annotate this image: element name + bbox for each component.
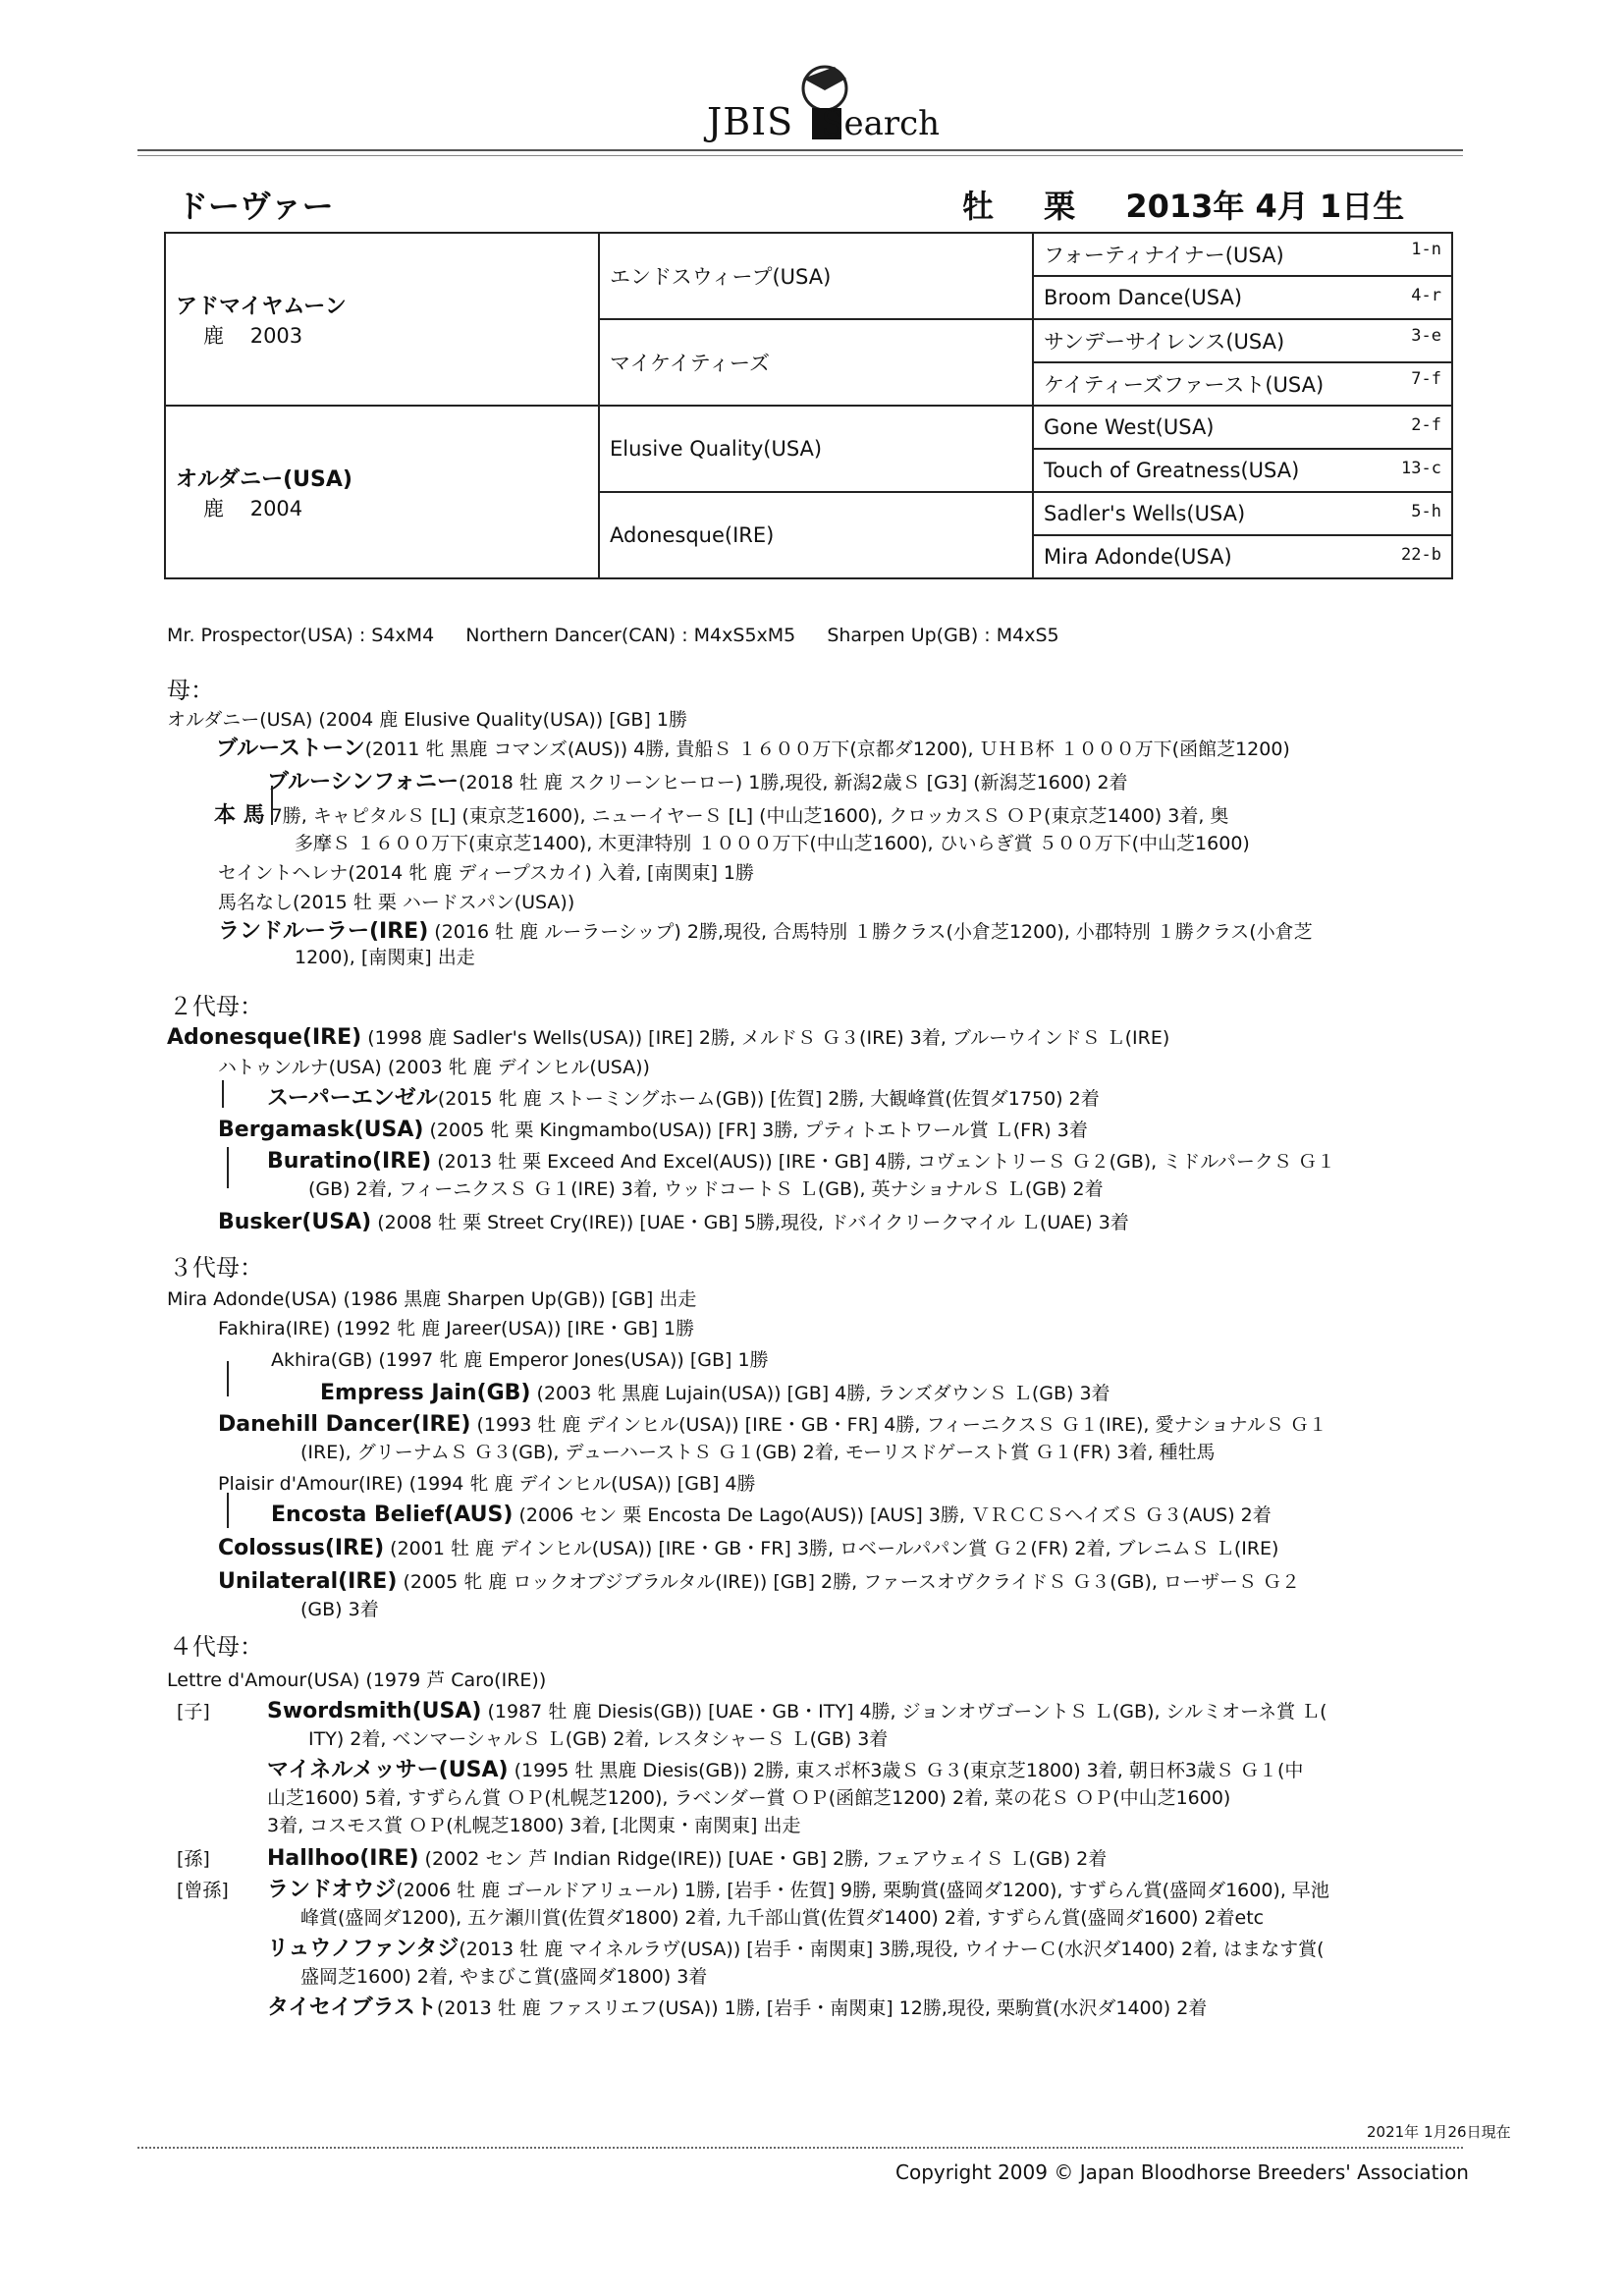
record-line [214, 803, 1228, 829]
record-line [167, 1025, 1169, 1051]
horse-name-bold: ランドルーラー(IRE) [218, 919, 429, 944]
record-line [300, 1597, 379, 1622]
logo-jbis: JBIS [707, 100, 794, 143]
record-line [271, 1503, 1272, 1528]
pedigree-dam-sire: Elusive Quality(USA) [599, 406, 1033, 492]
record-text: (2006 セン 栗 Encosta De Lago(AUS)) [AUS] 3勝, ＶＲＣＣＳヘイズＳ Ｇ３(AUS) 2着 [513, 1504, 1272, 1526]
section-heading [169, 994, 263, 1019]
record-text: ３代母： [169, 1254, 263, 1282]
pedigree-dam-dam: Adonesque(IRE) [599, 492, 1033, 578]
record-text: (2013 牡 鹿 マイネルラヴ(USA)) [岩手・南関東] 3勝,現役, ウイナーＣ(水沢ダ1400) 2着, はまなす賞( [459, 1939, 1325, 1960]
pedigree-table [164, 232, 1453, 579]
record-line [267, 1785, 1230, 1811]
record-text: Fakhira(IRE) (1992 牝 鹿 Jareer(USA)) [IRE・GB] 1勝 [218, 1318, 695, 1339]
header-rule [137, 149, 1463, 151]
inbreeding-3: Sharpen Up(GB) : M4xS5 [827, 625, 1059, 646]
record-line [218, 1210, 1129, 1235]
lineage-connector [227, 1493, 229, 1528]
horse-name-bold: Busker(USA) [218, 1210, 372, 1234]
record-line [320, 1381, 1110, 1406]
horse-name-bold: Danehill Dancer(IRE) [218, 1412, 471, 1437]
pedigree-gen3-7: Sadler's Wells(USA) 5-h [1033, 492, 1452, 535]
pedigree-gen3-2: Broom Dance(USA) 4-r [1033, 276, 1452, 319]
record-text: (IRE), グリーナムＳ Ｇ３(GB), デューハーストＳ Ｇ１(GB) 2着, モーリスドゲースト賞 Ｇ１(FR) 3着, 種牡馬 [300, 1442, 1216, 1463]
record-text: Plaisir d'Amour(IRE) (1994 牝 鹿 デインヒル(USA)) [GB] 4勝 [218, 1473, 756, 1495]
lineage-connector [227, 1147, 229, 1188]
record-line [308, 1726, 888, 1752]
horse-name-bold: Bergamask(USA) [218, 1118, 424, 1142]
record-text: (1987 牡 鹿 Diesis(GB)) [UAE・GB・ITY] 4勝, ジョンオヴゴーントＳ Ｌ(GB), シルミオーネ賞 Ｌ( [481, 1701, 1327, 1722]
pedigree-gen3-1: フォーティナイナー(USA) 1-n [1033, 233, 1452, 276]
pedigree-gen3-3: サンデーサイレンス(USA) 3-e [1033, 319, 1452, 362]
record-text: (2005 牝 鹿 ロックオブジブラルタル(IRE)) [GB] 2勝, ファースオヴクライドＳ Ｇ３(GB), ローザーＳ Ｇ２ [397, 1571, 1301, 1593]
jbis-search-logo [687, 59, 943, 147]
record-line [167, 1667, 546, 1693]
record-line [267, 1086, 1100, 1112]
record-text: ハトゥンルナ(USA) (2003 牝 鹿 デインヒル(USA)) [218, 1057, 650, 1078]
as-of-date: 2021年 1月26日現在 [1367, 2123, 1511, 2141]
record-line [267, 1149, 1335, 1175]
record-text: 多摩Ｓ １６００万下(東京芝1400), 木更津特別 １０００万下(中山芝1600), ひいらぎ賞 ５００万下(中山芝1600) [295, 833, 1250, 854]
record-line [177, 1699, 1327, 1724]
pedigree-gen3-4: ケイティーズファースト(USA) 7-f [1033, 362, 1452, 406]
horse-name-bold: マイネルメッサー(USA) [267, 1758, 509, 1782]
pedigree-sire [165, 233, 599, 406]
horse-sex: 牡 [962, 188, 995, 225]
record-line [271, 1347, 769, 1373]
horse-name-bold: タイセイブラスト [267, 1995, 437, 2020]
record-text: (2015 牝 鹿 ストーミングホーム(GB)) [佐賀] 2勝, 大観峰賞(佐賀ダ1750) 2着 [437, 1088, 1100, 1110]
record-text: Lettre d'Amour(USA) (1979 芦 Caro(IRE)) [167, 1669, 547, 1691]
horse-name-bold: スーパーエンゼル [267, 1086, 438, 1111]
record-text: 母： [167, 677, 214, 704]
record-text: (2008 牡 栗 Street Cry(IRE)) [UAE・GB] 5勝,現役, ドバイクリークマイル Ｌ(UAE) 3着 [371, 1212, 1129, 1233]
header-rule-thin [137, 155, 1463, 156]
relation-prefix: [孫] [177, 1848, 210, 1870]
horse-name-bold: ランドオウジ [267, 1878, 397, 1902]
record-line [267, 770, 1128, 795]
record-line [300, 1964, 707, 1990]
pedigree-gen3-8: Mira Adonde(USA) 22-b [1033, 535, 1452, 578]
dam-year: 2004 [249, 496, 303, 520]
record-line [218, 1055, 650, 1080]
lineage-connector [222, 1080, 224, 1108]
horse-info [962, 182, 1443, 227]
record-text: (2013 牡 鹿 ファスリエフ(USA)) 1勝, [岩手・南関東] 12勝,現役, 栗駒賞(水沢ダ1400) 2着 [436, 1997, 1208, 2019]
record-text: ２代母： [169, 993, 263, 1020]
record-text: 1200), [南関東] 出走 [295, 947, 475, 968]
logo-search: Search [821, 104, 941, 143]
pedigree-gen3-6: Touch of Greatness(USA) 13-c [1033, 449, 1452, 492]
record-line [167, 1286, 696, 1312]
record-line [218, 919, 1313, 945]
horse-name-bold: リュウノファンタジ [267, 1937, 460, 1961]
pedigree-dam [165, 406, 599, 578]
horse-name-bold: Empress Jain(GB) [320, 1381, 531, 1405]
record-line [295, 831, 1250, 856]
record-line [218, 1316, 694, 1341]
record-line [267, 1758, 1303, 1783]
record-text: (2011 牝 黒鹿 コマンズ(AUS)) 4勝, 貴船Ｓ １６００万下(京都ダ1200), ＵＨＢ杯 １０００万下(函館芝1200) [364, 738, 1290, 760]
record-line [218, 1569, 1300, 1595]
horse-color: 栗 [1044, 188, 1076, 225]
footer-rule [137, 2147, 1463, 2149]
lineage-connector [271, 786, 273, 825]
record-text: セイントヘレナ(2014 牝 鹿 ディープスカイ) 入着, [南関東] 1勝 [218, 862, 755, 884]
lineage-connector [227, 1361, 229, 1396]
horse-birth: 2013年 4月 1日生 [1125, 188, 1405, 225]
record-text: Mira Adonde(USA) (1986 黒鹿 Sharpen Up(GB)) [GB] 出走 [167, 1288, 697, 1310]
record-text: (1995 牡 黒鹿 Diesis(GB)) 2勝, 東スポ杯3歳Ｓ Ｇ３(東京芝1800) 3着, 朝日杯3歳Ｓ Ｇ１(中 [508, 1760, 1304, 1781]
horse-name-bold: Hallhoo(IRE) [267, 1846, 419, 1871]
horse-name-bold: Swordsmith(USA) [267, 1699, 482, 1723]
record-text: 馬名なし(2015 牡 栗 ハードスパン(USA)) [218, 892, 575, 913]
horse-name-bold: Adonesque(IRE) [167, 1025, 362, 1050]
record-text: (GB) 2着, フィーニクスＳ Ｇ１(IRE) 3着, ウッドコートＳ Ｌ(GB), 英ナショナルＳ Ｌ(GB) 2着 [308, 1178, 1104, 1200]
horse-name-bold: ブルーシンフォニー [267, 770, 460, 794]
horse-name: ドーヴァー [177, 188, 334, 225]
horse-name-bold: Unilateral(IRE) [218, 1569, 398, 1594]
record-text: 3着, コスモス賞 ＯＰ(札幌芝1800) 3着, [北関東・南関東] 出走 [267, 1815, 801, 1836]
record-text: (2006 牡 鹿 ゴールドアリュール) 1勝, [岩手・佐賀] 9勝, 栗駒賞(盛岡ダ1200), すずらん賞(盛岡ダ1600), 早池 [396, 1880, 1329, 1901]
pedigree-gen3-5: Gone West(USA) 2-f [1033, 406, 1452, 449]
section-heading [169, 1255, 263, 1281]
record-line [218, 1536, 1278, 1561]
record-line [218, 1471, 756, 1497]
record-text: (2002 セン 芦 Indian Ridge(IRE)) [UAE・GB] 2勝, フェアウェイＳ Ｌ(GB) 2着 [418, 1848, 1108, 1870]
record-line [267, 1937, 1325, 1962]
section-heading [169, 1634, 263, 1660]
record-line [308, 1176, 1104, 1202]
sire-color: 鹿 [203, 323, 224, 348]
record-text: (2016 牡 鹿 ルーラーシップ) 2勝,現役, 合馬特別 １勝クラス(小倉芝1200), 小郡特別 １勝クラス(小倉芝 [428, 921, 1313, 943]
record-text: (2018 牡 鹿 スクリーンヒーロー) 1勝,現役, 新潟2歳Ｓ [G3] (新潟芝1600) 2着 [459, 772, 1128, 793]
record-line [167, 707, 687, 733]
record-line [218, 860, 754, 886]
record-text: 峰賞(盛岡ダ1200), 五ケ瀬川賞(佐賀ダ1800) 2着, 九千部山賞(佐賀ダ1400) 2着, すずらん賞(盛岡ダ1600) 2着etc [300, 1907, 1265, 1929]
record-text: (1993 牡 鹿 デインヒル(USA)) [IRE・GB・FR] 4勝, フィーニクスＳ Ｇ１(IRE), 愛ナショナルＳ Ｇ１ [470, 1414, 1327, 1436]
relation-prefix: [曾孫] [177, 1880, 229, 1901]
horse-name-bold: ブルーストーン [216, 737, 365, 761]
dam-name: オルダニー(USA) [176, 466, 352, 492]
horse-name-bold: Encosta Belief(AUS) [271, 1503, 514, 1527]
record-text: ４代母： [169, 1633, 263, 1661]
record-line [295, 945, 475, 970]
logo-text [707, 100, 940, 143]
record-line [267, 1813, 800, 1838]
record-text: ITY) 2着, ベンマーシャルＳ Ｌ(GB) 2着, レスタシャーＳ Ｌ(GB) 3着 [308, 1728, 889, 1750]
record-line [216, 737, 1290, 762]
record-text: 盛岡芝1600) 2着, やまびこ賞(盛岡ダ1800) 3着 [300, 1966, 708, 1988]
record-text: (GB) 3着 [300, 1599, 379, 1620]
horse-name-bold: Colossus(IRE) [218, 1536, 385, 1560]
record-text: 7勝, キャピタルＳ [L] (東京芝1600), ニューイヤーＳ [L] (中山芝1600), クロッカスＳ ＯＰ(東京芝1400) 3着, 奥 [264, 805, 1229, 827]
copyright: Copyright 2009 © Japan Bloodhorse Breeders' Association [895, 2160, 1469, 2184]
sire-name: アドマイヤムーン [176, 294, 347, 319]
record-line [177, 1878, 1329, 1903]
section-heading [167, 678, 214, 703]
inbreeding-2: Northern Dancer(CAN) : M4xS5xM5 [465, 625, 796, 646]
horse-name-bold: 本 馬 [214, 803, 265, 828]
record-text: 山芝1600) 5着, すずらん賞 ＯＰ(札幌芝1200), ラベンダー賞 ＯＰ(函館芝1200) 2着, 菜の花Ｓ ＯＰ(中山芝1600) [267, 1787, 1231, 1809]
record-text: オルダニー(USA) (2004 鹿 Elusive Quality(USA)) [GB] 1勝 [167, 709, 687, 731]
inbreeding-1: Mr. Prospector(USA) : S4xM4 [167, 625, 435, 646]
record-text: Akhira(GB) (1997 牝 鹿 Emperor Jones(USA)) [GB] 1勝 [271, 1349, 769, 1371]
record-line [267, 1995, 1207, 2021]
record-text: (2013 牡 栗 Exceed And Excel(AUS)) [IRE・GB] 4勝, コヴェントリーＳ Ｇ２(GB), ミドルパークＳ Ｇ１ [431, 1151, 1335, 1173]
horse-name-bold: Buratino(IRE) [267, 1149, 432, 1174]
record-text: (2003 牝 黒鹿 Lujain(USA)) [GB] 4勝, ランズダウンＳ Ｌ(GB) 3着 [530, 1383, 1110, 1404]
record-line [218, 1412, 1327, 1438]
record-line [218, 1118, 1088, 1143]
record-line [218, 890, 574, 915]
record-text: (2001 牡 鹿 デインヒル(USA)) [IRE・GB・FR] 3勝, ロベールパパン賞 Ｇ２(FR) 2着, ブレニムＳ Ｌ(IRE) [384, 1538, 1279, 1559]
dam-color: 鹿 [203, 496, 224, 520]
relation-prefix: [子] [177, 1701, 210, 1722]
record-line [300, 1905, 1264, 1931]
record-text: (2005 牝 栗 Kingmambo(USA)) [FR] 3勝, プティトエトワール賞 Ｌ(FR) 3着 [423, 1120, 1088, 1141]
inbreeding-line [167, 625, 1085, 646]
record-text: (1998 鹿 Sadler's Wells(USA)) [IRE] 2勝, メルドＳ Ｇ３(IRE) 3着, ブルーウインドＳ Ｌ(IRE) [361, 1027, 1170, 1049]
record-line [300, 1440, 1216, 1465]
record-line [177, 1846, 1107, 1872]
pedigree-sire-dam: マイケイティーズ [599, 319, 1033, 406]
sire-year: 2003 [249, 323, 303, 348]
pedigree-sire-sire: エンドスウィープ(USA) [599, 233, 1033, 319]
